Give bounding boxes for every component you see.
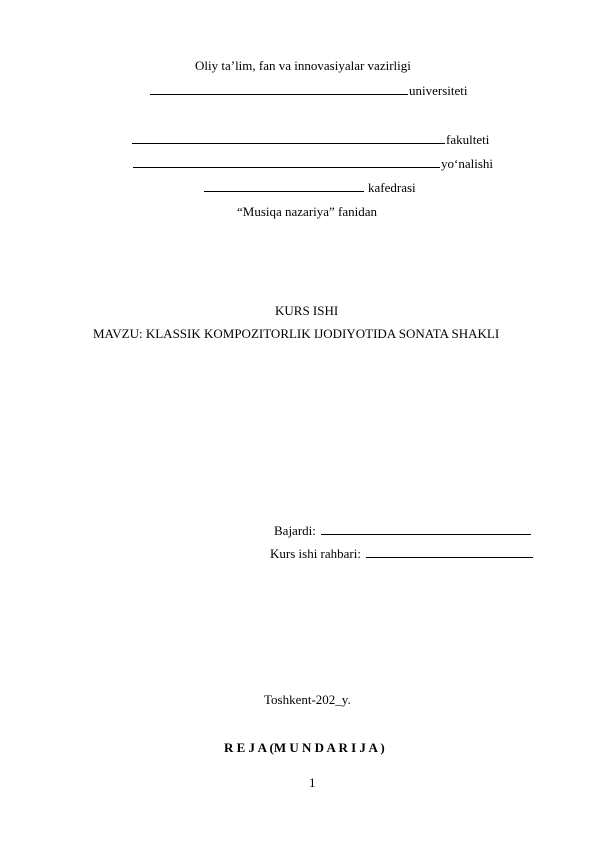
university-suffix: universiteti — [409, 83, 468, 98]
university-blank — [150, 82, 408, 95]
performed-by-label: Bajardi: — [274, 523, 316, 538]
department-suffix: kafedrasi — [368, 180, 416, 195]
supervisor-blank — [366, 545, 533, 558]
faculty-blank — [132, 131, 445, 144]
ministry-line — [195, 58, 411, 74]
contents-heading-text: R E J A (M U N D A R I J A ) — [224, 740, 385, 755]
supervisor-label: Kurs ishi rahbari: — [270, 546, 361, 561]
faculty-suffix: fakulteti — [446, 132, 490, 147]
city-year-text: Toshkent-202_y. — [264, 692, 351, 707]
page-number: 1 — [309, 775, 316, 790]
direction-suffix: yo‘nalishi — [441, 156, 493, 171]
subject-text: “Musiqa nazariya” fanidan — [237, 204, 378, 219]
ministry-text: Oliy ta’lim, fan va innovasiyalar vazirligi — [195, 58, 411, 73]
direction-blank — [133, 155, 440, 168]
performed-by-blank — [321, 522, 531, 535]
supervisor-line — [270, 545, 534, 562]
subject-line — [237, 204, 377, 220]
contents-heading-line — [224, 740, 385, 756]
work-type-line — [275, 303, 338, 319]
department-blank — [204, 179, 364, 192]
city-year-line — [264, 692, 351, 708]
university-line — [150, 82, 468, 99]
performed-by-line — [274, 522, 532, 539]
department-line — [204, 179, 416, 196]
faculty-line — [132, 131, 489, 148]
topic-text: MAVZU: KLASSIK KOMPOZITORLIK IJODIYOTIDA SONATA SHAKLI — [93, 326, 500, 341]
work-type-text: KURS ISHI — [275, 303, 339, 318]
topic-line — [93, 326, 499, 342]
page-number-line — [309, 775, 316, 791]
direction-line — [133, 155, 493, 172]
